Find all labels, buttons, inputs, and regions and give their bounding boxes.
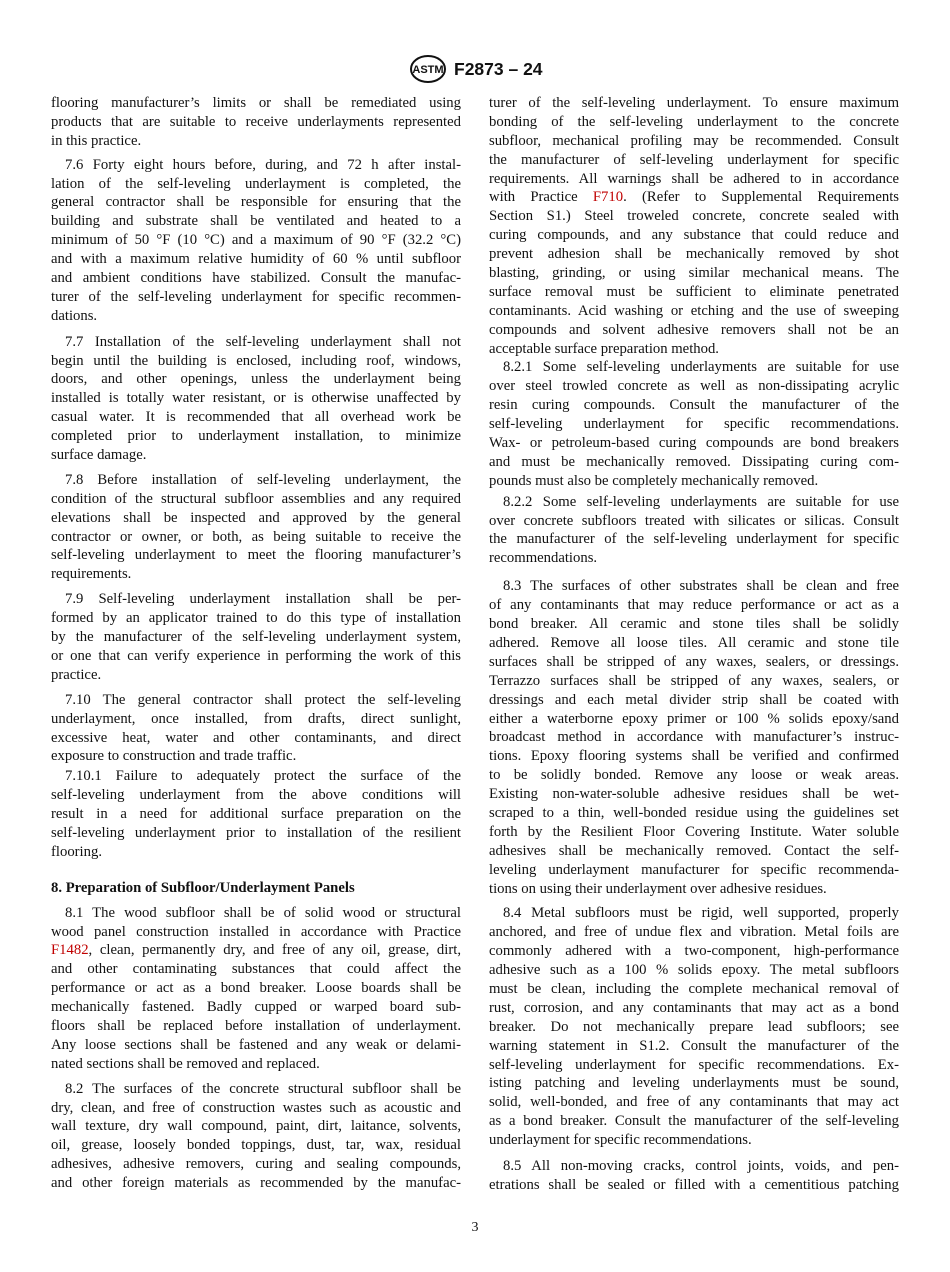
- paragraph: [51, 1080, 461, 1193]
- text-line: warning statement in S1.2. Consult the manufacturer of the: [489, 1037, 899, 1054]
- text-line: performance or act as a bond breaker. Loose boards shall be: [51, 980, 461, 997]
- text-line: 8.1 The wood subfloor shall be of solid wood or structural: [65, 904, 461, 921]
- paragraph: [51, 590, 461, 684]
- text-line: over concrete subfloors treated with silicates or silicas. Consult: [489, 512, 899, 529]
- text-line: surface removal must be sufficient to eliminate penetrated: [489, 283, 899, 300]
- text-line: surfaces shall be stripped of any waxes, sealers, or dressings.: [489, 653, 899, 670]
- text-line: broadcast method in accordance with manufacturer’s instruc-: [489, 729, 899, 746]
- text-line: completed prior to underlayment installation, to minimize: [51, 428, 461, 445]
- text-line: 8.4 Metal subfloors must be rigid, well supported, properly: [503, 905, 899, 922]
- text-line: [489, 188, 899, 207]
- text-line: and must be mechanically removed. Dissipating curing com-: [489, 453, 899, 470]
- text-line: general contractor shall be responsible for ensuring that the: [51, 194, 461, 211]
- paragraph: [51, 333, 461, 465]
- text-line: prevent adhesion shall be mechanically removed by shot: [489, 246, 899, 263]
- text-line: and other foreign materials as recommended by the manufac-: [51, 1175, 461, 1192]
- text-line: dressings and each metal divider strip shall be coated with: [489, 691, 899, 708]
- text-line: adhesive such as a 100 % solids epoxy. The metal subfloors: [489, 962, 899, 979]
- text-line: installed is totally water resistant, or is otherwise unaffected by: [51, 390, 461, 407]
- text-line: result in a need for additional surface preparation on the: [51, 806, 461, 823]
- text-line: self-leveling underlayment prior to installation of the resilient: [51, 824, 461, 841]
- text-line: blasting, grinding, or using similar mechanical means. The: [489, 265, 899, 282]
- text-line: either a waterborne epoxy primer or 100 % solids epoxy/sand: [489, 710, 899, 727]
- text-line: 8.2.1 Some self-leveling underlayments are suitable for use: [503, 359, 899, 376]
- page-number: 3: [471, 1220, 479, 1235]
- text-line: underlayment, once installed, from drafts, direct sunlight,: [51, 710, 461, 727]
- paragraph: [489, 577, 899, 898]
- text-line: self-leveling underlayment for specific recommendations.: [489, 416, 899, 433]
- text-line: practice.: [51, 666, 102, 683]
- text-line: surface damage.: [51, 447, 147, 464]
- text-line: pounds must also be completely mechanically removed.: [489, 472, 819, 489]
- paragraph: [51, 904, 461, 1074]
- text-line: flooring manufacturer’s limits or shall be remediated using: [51, 95, 461, 111]
- text-line: adhesives, adhesive removers, curing and sealing compounds,: [51, 1156, 461, 1173]
- text-line: over steel trowled concrete as well as non-dissipating acrylic: [489, 378, 899, 395]
- paragraph: [489, 94, 899, 358]
- text-line: requirements.: [51, 566, 132, 583]
- document-header: [408, 54, 543, 84]
- text-line: leveling underlayment manufacturer for specific recommenda-: [489, 861, 899, 878]
- text-line: 7.9 Self-leveling underlayment installation shall be per-: [65, 591, 461, 608]
- text-line: products that are suitable to receive underlayments represented: [51, 113, 461, 130]
- text-line: etrations shall be sealed or filled with a cementitious patching: [489, 1176, 899, 1193]
- text-line: and ambient conditions have stabilized. Consult the manufac-: [51, 270, 461, 287]
- text-line: excessive heat, water and other contaminants, and direct: [51, 729, 461, 746]
- text-line: Existing non-water-soluble adhesive residues shall be wet-: [489, 786, 899, 803]
- text-line: flooring.: [51, 843, 102, 860]
- text-line: must be clean, including the complete mechanical removal of: [489, 980, 899, 997]
- text-line: floors shall be replaced before installation of underlayment.: [51, 1017, 461, 1034]
- text-line: adhered. Remove all loose tiles. All ceramic and stone tile: [489, 634, 899, 651]
- text-line: subfloor, mechanical profiling may be recommended. Consult: [489, 132, 899, 149]
- text-line: 8.2 The surfaces of the concrete structural subfloor shall be: [65, 1080, 461, 1097]
- text-line: isting patching and leveling underlayments must be sound,: [489, 1075, 899, 1092]
- text-line: curing compounds, and any substance that could reduce and: [489, 227, 899, 244]
- text-line: scraped to a thin, well-bonded residue using the guidelines set: [489, 804, 899, 821]
- text-line: 7.10 The general contractor shall protect the self-leveling: [65, 691, 461, 708]
- paragraph: [51, 156, 461, 326]
- text-line: dry, clean, and free of construction wastes such as acoustic and: [51, 1099, 461, 1116]
- paragraph: [489, 1157, 899, 1195]
- text-line: contractor or owner, or both, as being suitable to receive the: [51, 528, 461, 545]
- text-line: tions on using their underlayment over adhesive residues.: [489, 880, 827, 897]
- text-line: doors, and other openings, unless the underlayment being: [51, 371, 461, 388]
- text-line: bond breaker. All ceramic and stone tiles shall be solidly: [489, 616, 899, 633]
- text-line: compounds and solvent adhesive removers shall not be an: [489, 321, 899, 338]
- text-line: bonding of the self-leveling underlayment to the concrete: [489, 113, 899, 130]
- text-line: wood panel construction installed in accordance with Practice: [51, 923, 461, 940]
- astm-logo-icon: [408, 54, 448, 84]
- text-segment: . (Refer to Supplemental Requirements: [623, 189, 899, 206]
- text-line: [51, 941, 461, 960]
- text-line: lation of the self-leveling underlayment is completed, the: [51, 175, 461, 192]
- text-line: minimum of 50 °F (10 °C) and a maximum of 90 °F (32.2 °C): [51, 232, 461, 249]
- text-line: rust, corrosion, and any contaminants that may act as a bond: [489, 999, 899, 1016]
- paragraph: [51, 767, 461, 861]
- text-line: the manufacturer of self-leveling underlayment for specific: [489, 151, 899, 168]
- paragraph: [489, 358, 899, 490]
- text-line: dations.: [51, 307, 98, 324]
- text-segment: , clean, permanently dry, and free of any oil, grease, dirt,: [88, 942, 461, 959]
- text-line: as a bond breaker. Consult the manufacturer of the self-leveling: [489, 1113, 899, 1130]
- text-line: breaker. Do not mechanically prepare lead subfloors; see: [489, 1018, 899, 1035]
- section-heading: 8. Preparation of Subfloor/Underlayment Panels: [51, 879, 355, 896]
- text-line: by the manufacturer of the self-leveling underlayment system,: [51, 629, 461, 646]
- text-line: 8.5 All non-moving cracks, control joints, voids, and pen-: [503, 1157, 899, 1174]
- text-line: Any loose sections shall be fastened and any weak or delami-: [51, 1036, 461, 1053]
- text-line: nated sections shall be removed and replaced.: [51, 1055, 320, 1072]
- text-line: oil, grease, loosely bonded toppings, dust, tar, wax, residual: [51, 1137, 461, 1154]
- text-line: recommendations.: [489, 550, 598, 567]
- text-line: forth by the Resilient Floor Covering Institute. Water soluble: [489, 823, 899, 840]
- paragraph: [489, 904, 899, 1150]
- right-column: [489, 94, 899, 1195]
- text-line: to be solidly bonded. Remove any loose or weak areas.: [489, 767, 899, 784]
- text-line: acceptable surface preparation method.: [489, 340, 719, 357]
- text-line: 7.8 Before installation of self-leveling underlayment, the: [65, 471, 461, 488]
- text-line: solid, well-bonded, and free of any contaminants that may act: [489, 1094, 899, 1111]
- text-line: self-leveling underlayment for specific recommendations. Ex-: [489, 1056, 899, 1073]
- text-line: mechanically fastened. Badly cupped or warped board sub-: [51, 999, 461, 1016]
- paragraph: [51, 471, 461, 584]
- paragraph: [51, 691, 461, 767]
- text-line: turer of the self-leveling underlayment for specific recommen-: [51, 288, 461, 305]
- text-line: building and substrate shall be ventilated and heated to a: [51, 213, 461, 230]
- text-line: turer of the self-leveling underlayment. To ensure maximum: [489, 95, 899, 111]
- text-line: and other contaminating substances that could affect the: [51, 961, 461, 978]
- text-line: wall texture, dry wall compound, paint, dirt, laitance, solvents,: [51, 1118, 461, 1135]
- left-column: [51, 94, 461, 1193]
- text-line: adhesives shall be mechanically removed. Contact the self-: [489, 842, 899, 859]
- standard-designation: F2873 – 24: [454, 58, 543, 79]
- text-line: exposure to construction and trade traffic.: [51, 748, 297, 765]
- text-line: anchored, and free of undue flex and vibration. Metal foils are: [489, 924, 899, 941]
- text-line: casual water. It is recommended that all overhead work be: [51, 409, 461, 426]
- text-line: 7.6 Forty eight hours before, during, and 72 h after instal-: [65, 156, 461, 173]
- text-line: self-leveling underlayment to meet the flooring manufacturer’s: [51, 547, 461, 564]
- text-line: 8.2.2 Some self-leveling underlayments are suitable for use: [503, 493, 899, 510]
- svg-text:ASTM: ASTM: [412, 64, 444, 76]
- text-line: Terrazzo surfaces shall be stripped of any waxes, sealers, or: [489, 672, 899, 689]
- text-segment: with Practice: [489, 189, 593, 206]
- text-line: condition of the structural subfloor assemblies and any required: [51, 490, 461, 507]
- text-line: 7.10.1 Failure to adequately protect the surface of the: [65, 768, 461, 785]
- text-line: requirements. All warnings shall be adhered to in accordance: [489, 170, 899, 187]
- text-line: underlayment for specific recommendations.: [489, 1132, 752, 1149]
- text-line: the manufacturer of the self-leveling underlayment for specific: [489, 531, 899, 548]
- text-line: contaminants. Acid washing or etching and the use of sweeping: [489, 302, 899, 319]
- text-line: tions. Epoxy flooring systems shall be verified and confirmed: [489, 748, 899, 765]
- text-line: self-leveling underlayment from the above conditions will: [51, 787, 461, 804]
- text-line: Wax- or petroleum-based curing compounds are bond breakers: [489, 435, 899, 452]
- paragraph: [489, 493, 899, 569]
- text-line: begin until the building is enclosed, including roof, windows,: [51, 352, 461, 369]
- text-line: elevations shall be inspected and approved by the general: [51, 509, 461, 526]
- paragraph: [51, 94, 461, 151]
- standard-reference-link[interactable]: F710: [592, 189, 624, 206]
- standard-reference-link[interactable]: F1482: [51, 942, 89, 959]
- text-line: of any contaminants that may reduce performance or act as a: [489, 597, 899, 614]
- text-line: and with a maximum relative humidity of 60 % until subfloor: [51, 251, 461, 268]
- text-line: commonly adhered with a two-component, high-performance: [489, 943, 899, 960]
- text-line: resin curing compounds. Consult the manufacturer of the: [489, 397, 899, 414]
- text-line: in this practice.: [51, 132, 142, 149]
- text-line: or one that can verify experience in performing the work of this: [51, 647, 461, 664]
- text-line: 8.3 The surfaces of other substrates shall be clean and free: [503, 578, 899, 595]
- text-line: 7.7 Installation of the self-leveling underlayment shall not: [65, 333, 461, 350]
- text-line: Section S1.) Steel troweled concrete, concrete sealed with: [489, 208, 899, 225]
- text-line: formed by an applicator trained to do this type of installation: [51, 610, 461, 627]
